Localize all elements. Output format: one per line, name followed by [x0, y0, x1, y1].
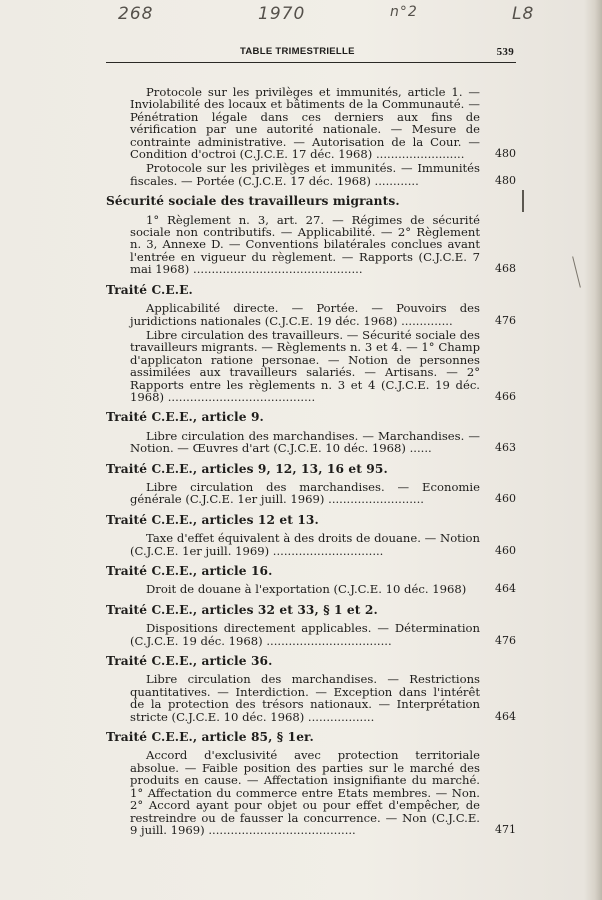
section-heading: Sécurité sociale des travailleurs migrants. [106, 194, 400, 209]
entry-page-ref: 464 [495, 709, 516, 723]
index-entry [106, 622, 516, 647]
entry-text: Libre circulation des travailleurs. — Sécurité sociale des travailleurs migrants. — Règlements n. 3 et 4. — 1° Champ d'applicaton ratione personae. — Notion de personnes assimilées aux travailleurs salariés. — Artisans. — 2° Rapports entre les règlements n. 3 et 4 (C.J.C.E. 19 déc. 1968) ........................................ [130, 327, 480, 404]
entry-page-ref: 460 [495, 492, 516, 506]
entry-text: Taxe d'effet équivalent à des droits de douane. — Notion (C.J.C.E. 1er juill. 1969) .............................. [130, 531, 480, 558]
index-entry [106, 86, 516, 160]
index-entry [106, 749, 516, 836]
section-heading: Traité C.E.E., articles 12 et 13. [106, 512, 319, 527]
index-entry [106, 532, 516, 557]
index-section [106, 195, 516, 275]
index-section [106, 655, 516, 723]
index-entry [106, 302, 516, 327]
page-number: 539 [496, 46, 514, 58]
entry-text: Accord d'exclusivité avec protection territoriale absolue. — Faible position des parties sur le marché des produits en cause. — Affectation insignifiante du marché. 1° Affectation du commerce entre Etats membres. — Non. 2° Accord ayant pour objet ou pour effet d'empêcher, de restreindre ou de fausser la concurrence. — Non (C.J.C.E. 9 juill. 1969) ........................................ [130, 748, 480, 837]
index-entry [106, 673, 516, 723]
index-section [106, 604, 516, 647]
entry-text: Applicabilité directe. — Portée. — Pouvoirs des juridictions nationales (C.J.C.E. 19 déc. 1968) .............. [130, 301, 480, 328]
handwritten-note-1: 268 [118, 4, 154, 24]
index-section [106, 284, 516, 404]
index-section [106, 731, 516, 836]
handwritten-note-2: 1970 [258, 4, 306, 24]
page-edge-shadow [584, 0, 602, 900]
handwritten-note-4: L8 [512, 4, 535, 24]
section-heading: Traité C.E.E., article 16. [106, 564, 273, 578]
header-rule [106, 62, 516, 63]
margin-mark [522, 190, 524, 212]
section-heading: Traité C.E.E., article 36. [106, 654, 273, 669]
index-entry [106, 214, 516, 276]
index-entry [106, 430, 516, 455]
entry-page-ref: 476 [495, 313, 516, 327]
section-heading: Traité C.E.E. [106, 282, 193, 297]
header-title: TABLE TRIMESTRIELLE [240, 46, 355, 57]
section-heading: Traité C.E.E., articles 9, 12, 13, 16 et 95. [106, 461, 388, 476]
entry-page-ref: 480 [495, 147, 516, 161]
section-heading: Traité C.E.E., article 9. [106, 410, 264, 425]
index-section [106, 463, 516, 506]
entry-text: Libre circulation des marchandises. — Economie générale (C.J.C.E. 1er juill. 1969) .......................... [130, 479, 480, 507]
entry-page-ref: 460 [495, 543, 516, 557]
entry-text: Protocole sur les privilèges et immunités. — Immunités fiscales. — Portée (C.J.C.E. 17 déc. 1968) ............ [130, 161, 480, 188]
index-section [106, 565, 516, 596]
running-header [108, 46, 514, 60]
entry-page-ref: 466 [495, 389, 516, 403]
entry-page-ref: 464 [495, 582, 516, 596]
entry-text: Droit de douane à l'exportation (C.J.C.E. 10 déc. 1968) [146, 582, 467, 597]
entry-text: Libre circulation des marchandises. — Restrictions quantitatives. — Interdiction. — Exception dans l'intérêt de la protection des trésors nationaux. — Interprétation stricte (C.J.C.E. 10 déc. 1968) .................. [130, 672, 480, 724]
entry-page-ref: 468 [495, 262, 516, 276]
entry-text: Libre circulation des marchandises. — Marchandises. — Notion. — Œuvres d'art (C.J.C.E. 10 déc. 1968) ...... [130, 428, 480, 456]
handwritten-note-3: n°2 [390, 4, 418, 20]
entry-page-ref: 476 [495, 633, 516, 647]
index-entry [106, 329, 516, 403]
index-section [106, 86, 516, 187]
entry-text: 1° Règlement n. 3, art. 27. — Régimes de sécurité sociale non contributifs. — Applicabilité. — 2° Règlement n. 3, Annexe D. — Conventions bilatérales conclues avant l'entrée en vigueur du règlement. — Rapports (C.J.C.E. 7 mai 1968) .............................................. [130, 212, 480, 277]
index-entry [106, 481, 516, 506]
section-heading: Traité C.E.E., article 85, § 1er. [106, 730, 314, 745]
index-section [106, 411, 516, 454]
section-heading: Traité C.E.E., articles 32 et 33, § 1 et 2. [106, 602, 378, 617]
index-section [106, 514, 516, 557]
index-content [106, 86, 516, 844]
index-entry [106, 162, 516, 187]
entry-page-ref: 471 [495, 822, 516, 836]
index-entry [106, 583, 516, 595]
entry-text: Dispositions directement applicables. — Détermination (C.J.C.E. 19 déc. 1968) .................................. [130, 621, 480, 648]
entry-text: Protocole sur les privilèges et immunités, article 1. — Inviolabilité des locaux et bâtiments de la Communauté. — Pénétration légale dans ces derniers aux fins de vérification par une autorité nationale. — Mesure de contrainte administrative. — Autorisation de la Cour. — Condition d'octroi (C.J.C.E. 17 déc. 1968) ........................ [130, 85, 480, 162]
entry-page-ref: 463 [495, 441, 516, 455]
entry-page-ref: 480 [495, 173, 516, 187]
